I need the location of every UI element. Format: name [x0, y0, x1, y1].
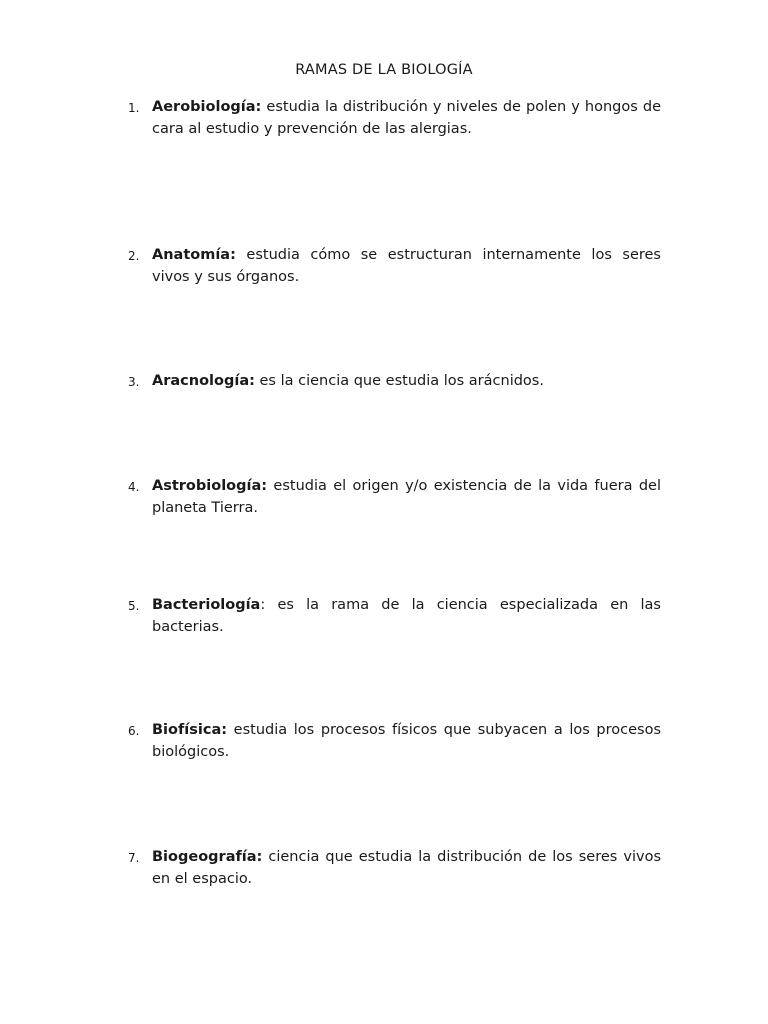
list-item-bacteriologia — [128, 594, 661, 638]
list-item-text — [152, 244, 661, 288]
list-item-definition: estudia los procesos físicos que subyacen a los procesos biológicos. — [152, 722, 661, 760]
document-title: RAMAS DE LA BIOLOGÍA — [295, 62, 473, 78]
list-item-number: 5. — [128, 599, 140, 613]
list-item-term: Aerobiología: — [152, 99, 262, 115]
list-item-biofisica — [128, 719, 661, 763]
list-item-anatomia — [128, 244, 661, 288]
list-item-term: Bacteriología — [152, 597, 261, 613]
list-item-text — [152, 96, 661, 140]
list-item-definition: : es la rama de la ciencia especializada en las bacterias. — [152, 597, 661, 635]
list-item-definition: estudia el origen y/o existencia de la vida fuera del planeta Tierra. — [152, 478, 661, 516]
list-item-number: 2. — [128, 249, 140, 263]
list-item-aerobiologia — [128, 96, 661, 140]
list-item-text — [152, 370, 661, 392]
list-item-number: 1. — [128, 101, 140, 115]
list-item-biogeografia — [128, 846, 661, 890]
list-item-number: 4. — [128, 480, 140, 494]
list-item-aracnologia — [128, 370, 661, 392]
list-item-number: 7. — [128, 851, 140, 865]
list-item-number: 3. — [128, 375, 140, 389]
list-item-definition: ciencia que estudia la distribución de los seres vivos en el espacio. — [152, 849, 661, 887]
list-item-term: Aracnología: — [152, 373, 255, 389]
list-item-definition: estudia cómo se estructuran internamente los seres vivos y sus órganos. — [152, 247, 661, 285]
list-item-astrobiologia — [128, 475, 661, 519]
list-item-text — [152, 719, 661, 763]
list-item-definition: estudia la distribución y niveles de polen y hongos de cara al estudio y prevención de las alergias. — [152, 99, 661, 137]
list-item-term: Biogeografía: — [152, 849, 263, 865]
list-item-term: Biofísica: — [152, 722, 228, 738]
list-item-text — [152, 846, 661, 890]
list-item-definition: es la ciencia que estudia los arácnidos. — [254, 373, 544, 389]
list-item-text — [152, 594, 661, 638]
list-item-term: Anatomía: — [152, 247, 236, 263]
list-item-text — [152, 475, 661, 519]
list-item-term: Astrobiología: — [152, 478, 268, 494]
list-item-number: 6. — [128, 724, 140, 738]
